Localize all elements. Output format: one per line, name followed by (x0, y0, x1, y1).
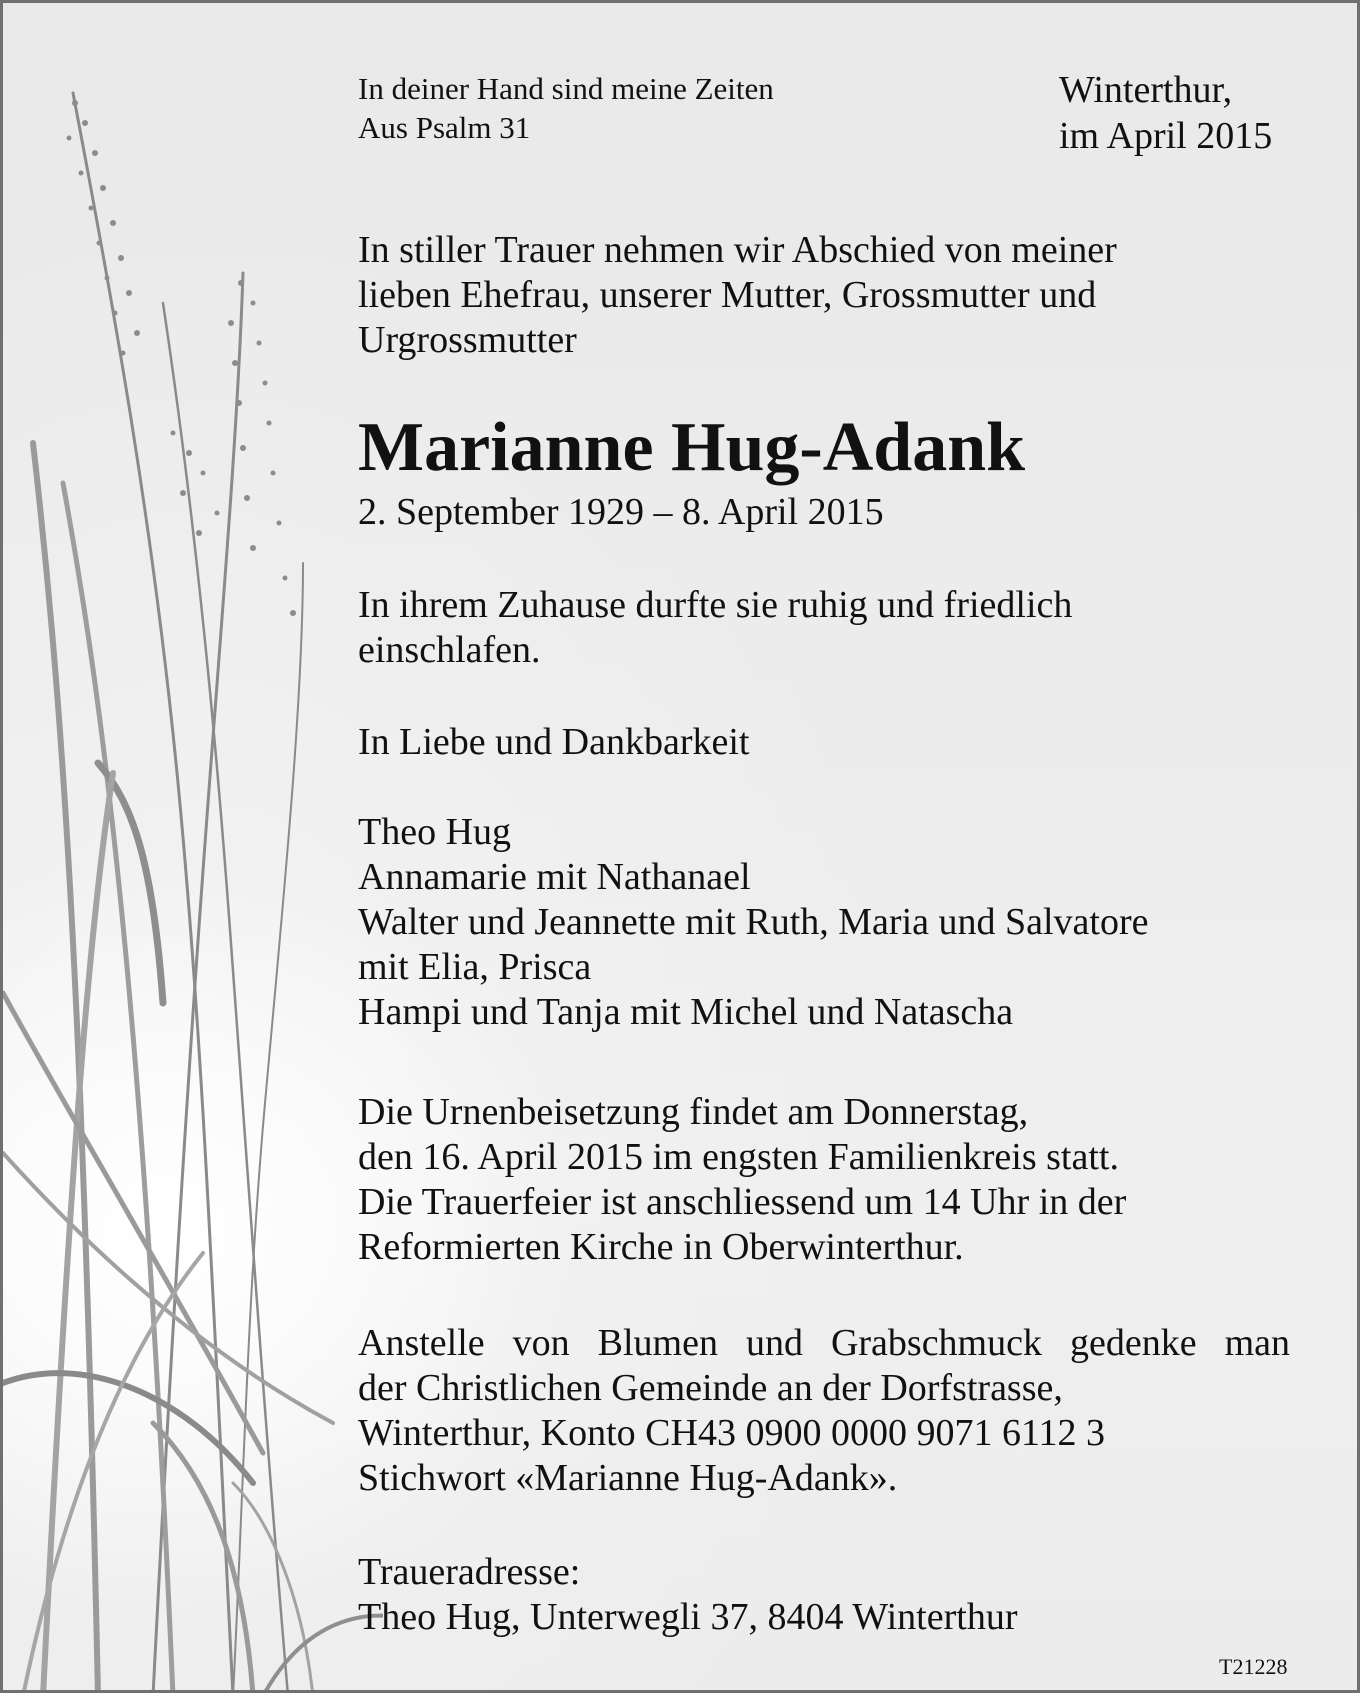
donation-line: Anstelle von Blumen und Grabschmuck gedenke man (358, 1322, 1290, 1364)
address-label: Traueradresse: (358, 1551, 581, 1593)
donation-text (358, 1321, 1290, 1501)
mourner-line: Hampi und Tanja mit Michel und Natascha (358, 991, 1014, 1033)
passing-text (358, 583, 1072, 673)
donation-line: Stichwort «Marianne Hug-Adank». (358, 1457, 898, 1499)
closing-text: In Liebe und Dankbarkeit (358, 721, 750, 763)
mourner-line: Annamarie mit Nathanael (358, 856, 751, 898)
ceremony-text (358, 1090, 1126, 1270)
ceremony-line: Die Trauerfeier ist anschliessend um 14 Uhr in der (358, 1181, 1127, 1223)
mourners-list (358, 810, 1149, 1035)
mourning-address (358, 1550, 1017, 1640)
intro-line: In stiller Trauer nehmen wir Abschied von meiner (358, 229, 1117, 271)
mourner-line: Walter und Jeannette mit Ruth, Maria und Salvatore (358, 901, 1149, 943)
mourner-line: Theo Hug (358, 811, 512, 853)
grass-illustration (3, 3, 383, 1693)
passing-line: einschlafen. (358, 629, 541, 671)
ceremony-line: Reformierten Kirche in Oberwinterthur. (358, 1226, 964, 1268)
intro-line: Urgrossmutter (358, 319, 577, 361)
place-line: Winterthur, (1059, 69, 1233, 111)
donation-line: der Christlichen Gemeinde an der Dorfstrasse, (358, 1367, 1063, 1409)
date-line: im April 2015 (1059, 115, 1273, 157)
place-date (1059, 67, 1272, 159)
deceased-name: Marianne Hug-Adank (358, 409, 1026, 486)
mourner-line: mit Elia, Prisca (358, 946, 592, 988)
motto-line: In deiner Hand sind meine Zeiten (358, 71, 774, 106)
motto-source: Aus Psalm 31 (358, 110, 531, 145)
address-value: Theo Hug, Unterwegli 37, 8404 Winterthur (358, 1596, 1018, 1638)
intro-line: lieben Ehefrau, unserer Mutter, Grossmutter und (358, 274, 1097, 316)
reference-code: T21228 (1219, 1654, 1288, 1679)
ceremony-line: den 16. April 2015 im engsten Familienkreis statt. (358, 1136, 1119, 1178)
ceremony-line: Die Urnenbeisetzung findet am Donnerstag, (358, 1091, 1029, 1133)
passing-line: In ihrem Zuhause durfte sie ruhig und friedlich (358, 584, 1073, 626)
intro-text (358, 228, 1117, 363)
motto (358, 69, 774, 147)
life-dates: 2. September 1929 – 8. April 2015 (358, 491, 884, 533)
donation-line: Winterthur, Konto CH43 0900 0000 9071 6112 3 (358, 1412, 1106, 1454)
